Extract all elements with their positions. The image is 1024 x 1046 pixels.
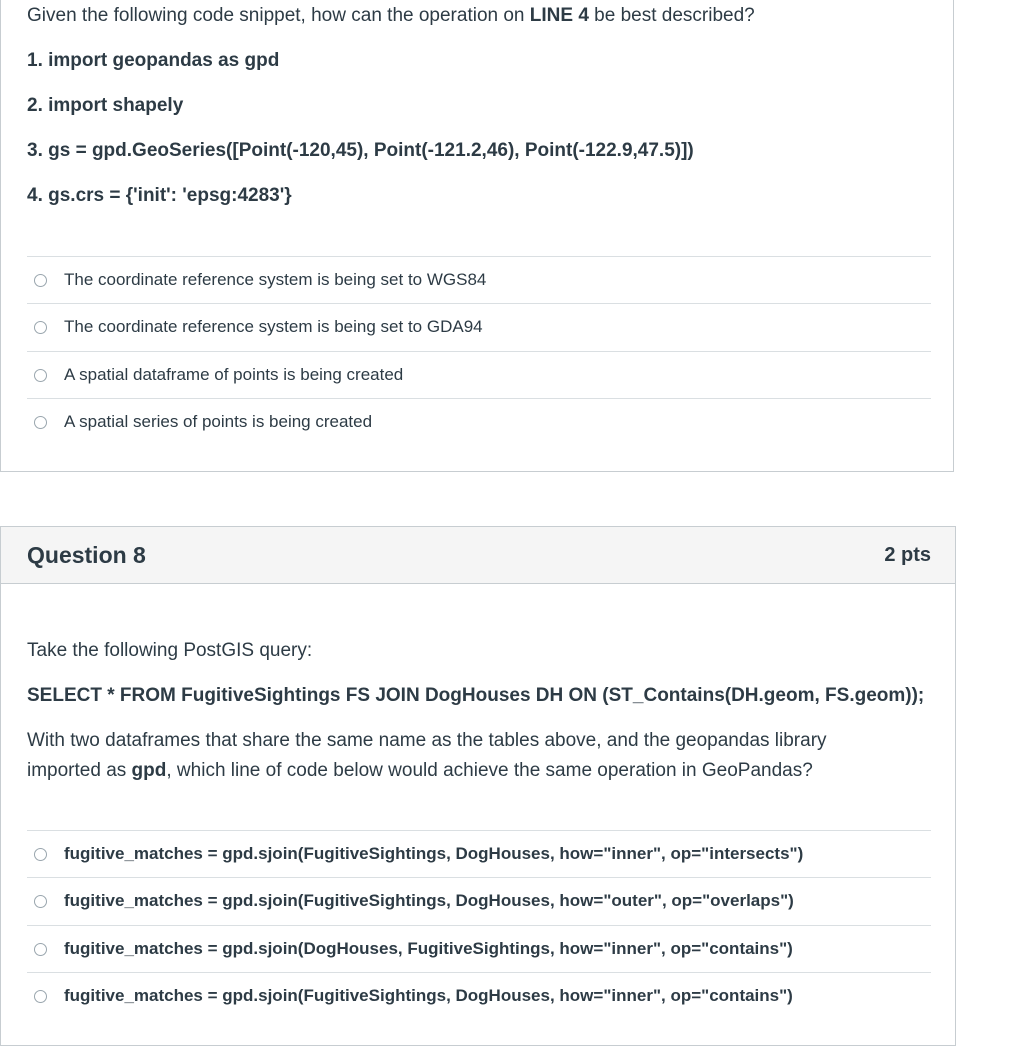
radio-button[interactable] — [34, 848, 47, 861]
answer-option[interactable] — [27, 925, 931, 972]
answer-label: fugitive_matches = gpd.sjoin(FugitiveSightings, DogHouses, how="outer", op="overlaps") — [64, 891, 794, 910]
code-line-3: 3. gs = gpd.GeoSeries([Point(-120,45), Point(-121.2,46), Point(-122.9,47.5)]) — [27, 140, 694, 161]
question-8-body-line-1: With two dataframes that share the same name as the tables above, and the geopandas library — [27, 730, 827, 751]
answer-option[interactable] — [27, 351, 931, 398]
answer-label: The coordinate reference system is being set to GDA94 — [64, 317, 483, 336]
radio-button[interactable] — [34, 321, 47, 334]
radio-button[interactable] — [34, 274, 47, 287]
question-7-card — [0, 0, 954, 472]
answer-option[interactable] — [27, 972, 931, 1019]
question-8-header — [1, 527, 955, 584]
code-line-2: 2. import shapely — [27, 95, 184, 116]
radio-button[interactable] — [34, 895, 47, 908]
code-line-4: 4. gs.crs = {'init': 'epsg:4283'} — [27, 185, 292, 206]
answer-option[interactable] — [27, 303, 931, 350]
postgis-query: SELECT * FROM FugitiveSightings FS JOIN DogHouses DH ON (ST_Contains(DH.geom, FS.geom)); — [27, 685, 925, 706]
question-8-card — [0, 526, 956, 1046]
answer-label: fugitive_matches = gpd.sjoin(DogHouses, FugitiveSightings, how="inner", op="contains") — [64, 939, 793, 958]
answer-label: A spatial series of points is being created — [64, 412, 373, 431]
question-8-intro: Take the following PostGIS query: — [27, 640, 313, 661]
answer-option[interactable] — [27, 398, 931, 445]
radio-button[interactable] — [34, 369, 47, 382]
answer-option[interactable] — [27, 256, 931, 303]
question-7-prompt: Given the following code snippet, how can the operation on LINE 4 be best described? — [27, 5, 755, 26]
answer-label: fugitive_matches = gpd.sjoin(FugitiveSightings, DogHouses, how="inner", op="contains") — [64, 986, 793, 1005]
answer-option[interactable] — [27, 877, 931, 924]
question-8-body-line-2: imported as gpd, which line of code below would achieve the same operation in GeoPandas? — [27, 760, 813, 781]
answer-label: fugitive_matches = gpd.sjoin(FugitiveSightings, DogHouses, how="inner", op="intersects") — [64, 844, 804, 863]
answer-label: The coordinate reference system is being set to WGS84 — [64, 270, 487, 289]
answer-option[interactable] — [27, 830, 931, 877]
radio-button[interactable] — [34, 943, 47, 956]
code-line-1: 1. import geopandas as gpd — [27, 50, 280, 71]
radio-button[interactable] — [34, 416, 47, 429]
answer-label: A spatial dataframe of points is being created — [64, 365, 404, 384]
question-points: 2 pts — [884, 544, 931, 566]
radio-button[interactable] — [34, 990, 47, 1003]
question-title: Question 8 — [27, 542, 146, 568]
